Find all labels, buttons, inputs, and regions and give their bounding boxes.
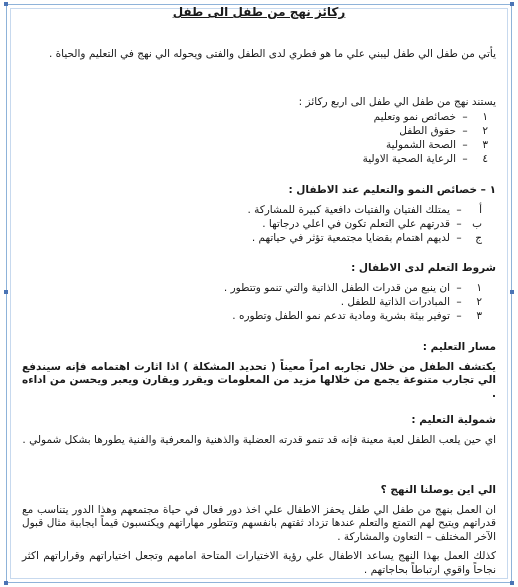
list-item: ٢ – المبادرات الذاتية للطفل . — [340, 295, 482, 308]
resize-handle-mid-right[interactable] — [510, 290, 514, 294]
learning-path-text: يكتشف الطفل من خلال تجاربه امراً معيناً ( تحديد المشكلة ) اذا اثارت اهتمامه فإنه سيندفع الي تجارب متنوعة يجمع من خلالها مزيد من المعلومات ويقرر ويقارن ويعبر ويحسن من اداءه . — [22, 360, 496, 400]
growth-heading: ١ – خصائص النمو والتعليم عند الاطفال : — [288, 184, 496, 196]
resize-handle-bottom-left[interactable] — [4, 581, 8, 585]
conditions-list — [22, 282, 482, 324]
pillars-list — [22, 111, 488, 167]
list-item: ب – قدرتهم علي التعلم تكون في اعلي درجاتها . — [262, 217, 482, 230]
list-item: ٣ – الصحة الشمولية — [386, 138, 488, 151]
document-title: ركائز نهج من طفل الى طفل — [172, 5, 346, 19]
resize-handle-mid-left[interactable] — [4, 290, 8, 294]
closing-section — [22, 550, 496, 577]
list-item: ج – لديهم اهتمام بقضايا مجتمعية تؤثر في حياتهم . — [251, 231, 482, 244]
resize-handle-top-right[interactable] — [510, 2, 514, 6]
intro-paragraph: يأتي من طفل الي طفل ليبني علي ما هو فطري لدى الطفل والفتى ويحوله الي نهج في التعليم والحياة . — [48, 48, 496, 60]
growth-list — [22, 204, 482, 246]
reach-text: ان العمل بنهج من طفل الي طفل يحفز الاطفال علي اخذ دور فعال في حياة مجتمعهم وهذا الدور يتناسب مع قدراتهم ويتيح لهم التمتع والتعلم عندها تزداد ثقتهم بانفسهم وتتطور مهاراتهم ويكتسبون قيماً ايجابية مثال قبول الآخر المختلف – التعاون والمشاركة . — [22, 503, 496, 543]
comprehensive-heading: شمولية التعليم : — [411, 414, 496, 426]
growth-section — [22, 184, 496, 246]
reach-section — [22, 484, 496, 544]
list-item: ٣ – توفير بيئة بشرية ومادية تدعم نمو الطفل وتطوره . — [232, 309, 482, 322]
learning-path-heading: مسار التعليم : — [422, 341, 496, 353]
resize-handle-top-left[interactable] — [4, 2, 8, 6]
comprehensive-section — [22, 414, 496, 447]
reach-heading: الي اين يوصلنا النهج ؟ — [380, 484, 496, 496]
pillars-section — [22, 96, 496, 167]
conditions-section — [22, 262, 496, 324]
list-item: ١ – ان ينبع من قدرات الطفل الذاتية والتي تنمو وتتطور . — [223, 281, 482, 294]
list-item: ٢ – حقوق الطفل — [399, 124, 488, 137]
list-item: ١ – خصائص نمو وتعليم — [373, 110, 488, 123]
resize-handle-bottom-right[interactable] — [510, 581, 514, 585]
document-content — [22, 0, 496, 587]
learning-path-section — [22, 341, 496, 401]
closing-text: كذلك العمل بهذا النهج يساعد الاطفال علي رؤية الاختيارات المتاحة امامهم وتجعل اختياراتهم وقراراتهم اكثر نجاحاً واقوي ارتباطاً بحاجاتهم . — [22, 550, 496, 576]
pillars-lead: يستند نهج من طفل الي طفل الى اربع ركائز : — [298, 96, 496, 108]
list-item: أ – يمتلك الفتيان والفتيات دافعية كبيرة للمشاركة . — [247, 203, 482, 216]
comprehensive-text: اي حين يلعب الطفل لعبة معينة فإنه قد تنمو قدرته العضلية والذهنية والمعرفية والفنية يطورها بشكل شمولي . — [22, 433, 496, 446]
list-item: ٤ – الرعاية الصحية الاولية — [362, 152, 488, 165]
conditions-heading: شروط التعلم لدى الاطفال : — [351, 262, 496, 274]
